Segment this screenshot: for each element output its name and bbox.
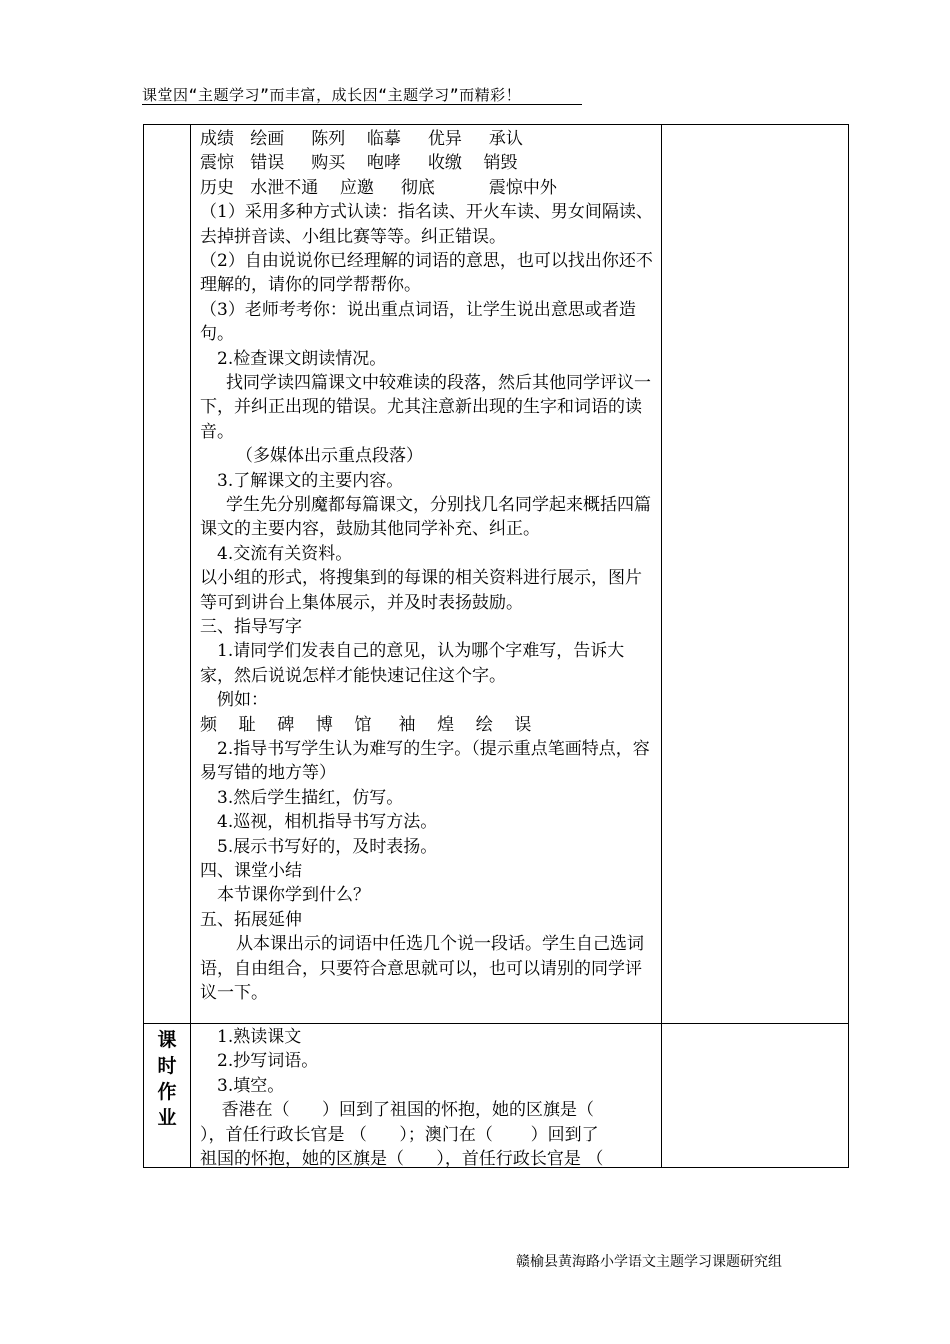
lesson-plan-table bbox=[143, 124, 849, 1168]
teaching-process-row bbox=[144, 125, 849, 1024]
page-header: 课堂因“主题学习”而丰富，成长因“主题学习”而精彩！ bbox=[142, 86, 522, 104]
homework-label-char: 时 bbox=[157, 1055, 177, 1077]
homework-row bbox=[144, 1024, 849, 1168]
homework-item: 2.抄写词语。 bbox=[217, 1051, 319, 1072]
teaching-content-cell bbox=[191, 125, 662, 1024]
step-title: 3.了解课文的主要内容。 bbox=[217, 470, 404, 491]
homework-label-char: 作 bbox=[157, 1081, 177, 1103]
list-item: 5.展示书写好的，及时表扬。 bbox=[217, 836, 438, 857]
word-line: 震惊 错误 购买 咆哮 收缴 销毁 bbox=[200, 153, 518, 174]
paragraph: 本节课你学到什么？ bbox=[217, 885, 370, 906]
header-rule bbox=[142, 104, 582, 105]
word-line: 成绩 绘画 陈列 临摹 优异 承认 bbox=[200, 129, 523, 149]
homework-item: 3.填空。 bbox=[217, 1075, 285, 1096]
homework-label-char: 业 bbox=[157, 1107, 177, 1129]
section-title: 四、课堂小结 bbox=[200, 860, 302, 881]
list-item: 4.巡视，相机指导书写方法。 bbox=[217, 812, 438, 833]
paragraph: 找同学读四篇课文中较难读的段落，然后其他同学评议一下，并纠正出现的错误。尤其注意新出现的生字和词语的读音。 bbox=[200, 373, 651, 442]
word-line: 历史 水泄不通 应邀 彻底 震惊中外 bbox=[200, 177, 557, 198]
homework-label-char: 课 bbox=[157, 1029, 177, 1051]
section-title: 三、指导写字 bbox=[200, 617, 302, 638]
paragraph: 1.请同学们发表自己的意见，认为哪个字难写，告诉大家，然后说说怎样才能快速记住这个字。 bbox=[200, 641, 625, 686]
paragraph: 从本课出示的词语中任选几个说一段话。学生自己选词语，自由组合，只要符合意思就可以，也可以请别的同学评议一下。 bbox=[200, 934, 644, 1003]
homework-label-cell bbox=[144, 1024, 191, 1168]
note: （多媒体出示重点段落） bbox=[236, 446, 423, 467]
example-label: 例如： bbox=[217, 690, 268, 711]
page-footer: 赣榆县黄海路小学语文主题学习课题研究组 bbox=[516, 1254, 782, 1270]
example-characters: 频 耻 碑 博 馆 袖 煌 绘 误 bbox=[200, 714, 532, 735]
paragraph: （1）采用多种方式认读：指名读、开火车读、男女间隔读、去掉拼音读、小组比赛等等。纠正错误。 bbox=[200, 202, 653, 247]
fill-blank-line: 香港在（ ）回到了祖国的怀抱，她的区旗是（ bbox=[200, 1100, 595, 1121]
section-title: 五、拓展延伸 bbox=[200, 909, 302, 930]
list-item: 3.然后学生描红，仿写。 bbox=[217, 787, 404, 808]
fill-blank-line: ），首任行政长官是 （ ）；澳门在（ ）回到了 bbox=[200, 1124, 599, 1145]
step-title: 2.检查课文朗读情况。 bbox=[217, 348, 387, 369]
homework-content-cell bbox=[191, 1024, 662, 1168]
homework-item: 1.熟读课文 bbox=[217, 1027, 302, 1047]
notes-cell bbox=[662, 125, 849, 1024]
paragraph: 学生先分别魔都每篇课文，分别找几名同学起来概括四篇课文的主要内容，鼓励其他同学补充、纠正。 bbox=[200, 495, 651, 540]
paragraph: （2）自由说说你已经理解的词语的意思，也可以找出你还不理解的，请你的同学帮帮你。 bbox=[200, 250, 653, 296]
fill-blank-line: 祖国的怀抱，她的区旗是（ ），首任行政长官是 （ bbox=[200, 1148, 604, 1169]
homework-notes-cell bbox=[662, 1024, 849, 1168]
paragraph: 以小组的形式，将搜集到的每课的相关资料进行展示，图片等可到讲台上集体展示，并及时表扬鼓励。 bbox=[200, 568, 642, 613]
paragraph: （3）老师考考你：说出重点词语，让学生说出意思或者造句。 bbox=[200, 299, 636, 345]
step-title: 4.交流有关资料。 bbox=[217, 543, 353, 564]
row-label-cell bbox=[144, 125, 191, 1024]
paragraph: 2.指导书写学生认为难写的生字。（提示重点笔画特点，容易写错的地方等） bbox=[200, 739, 650, 784]
